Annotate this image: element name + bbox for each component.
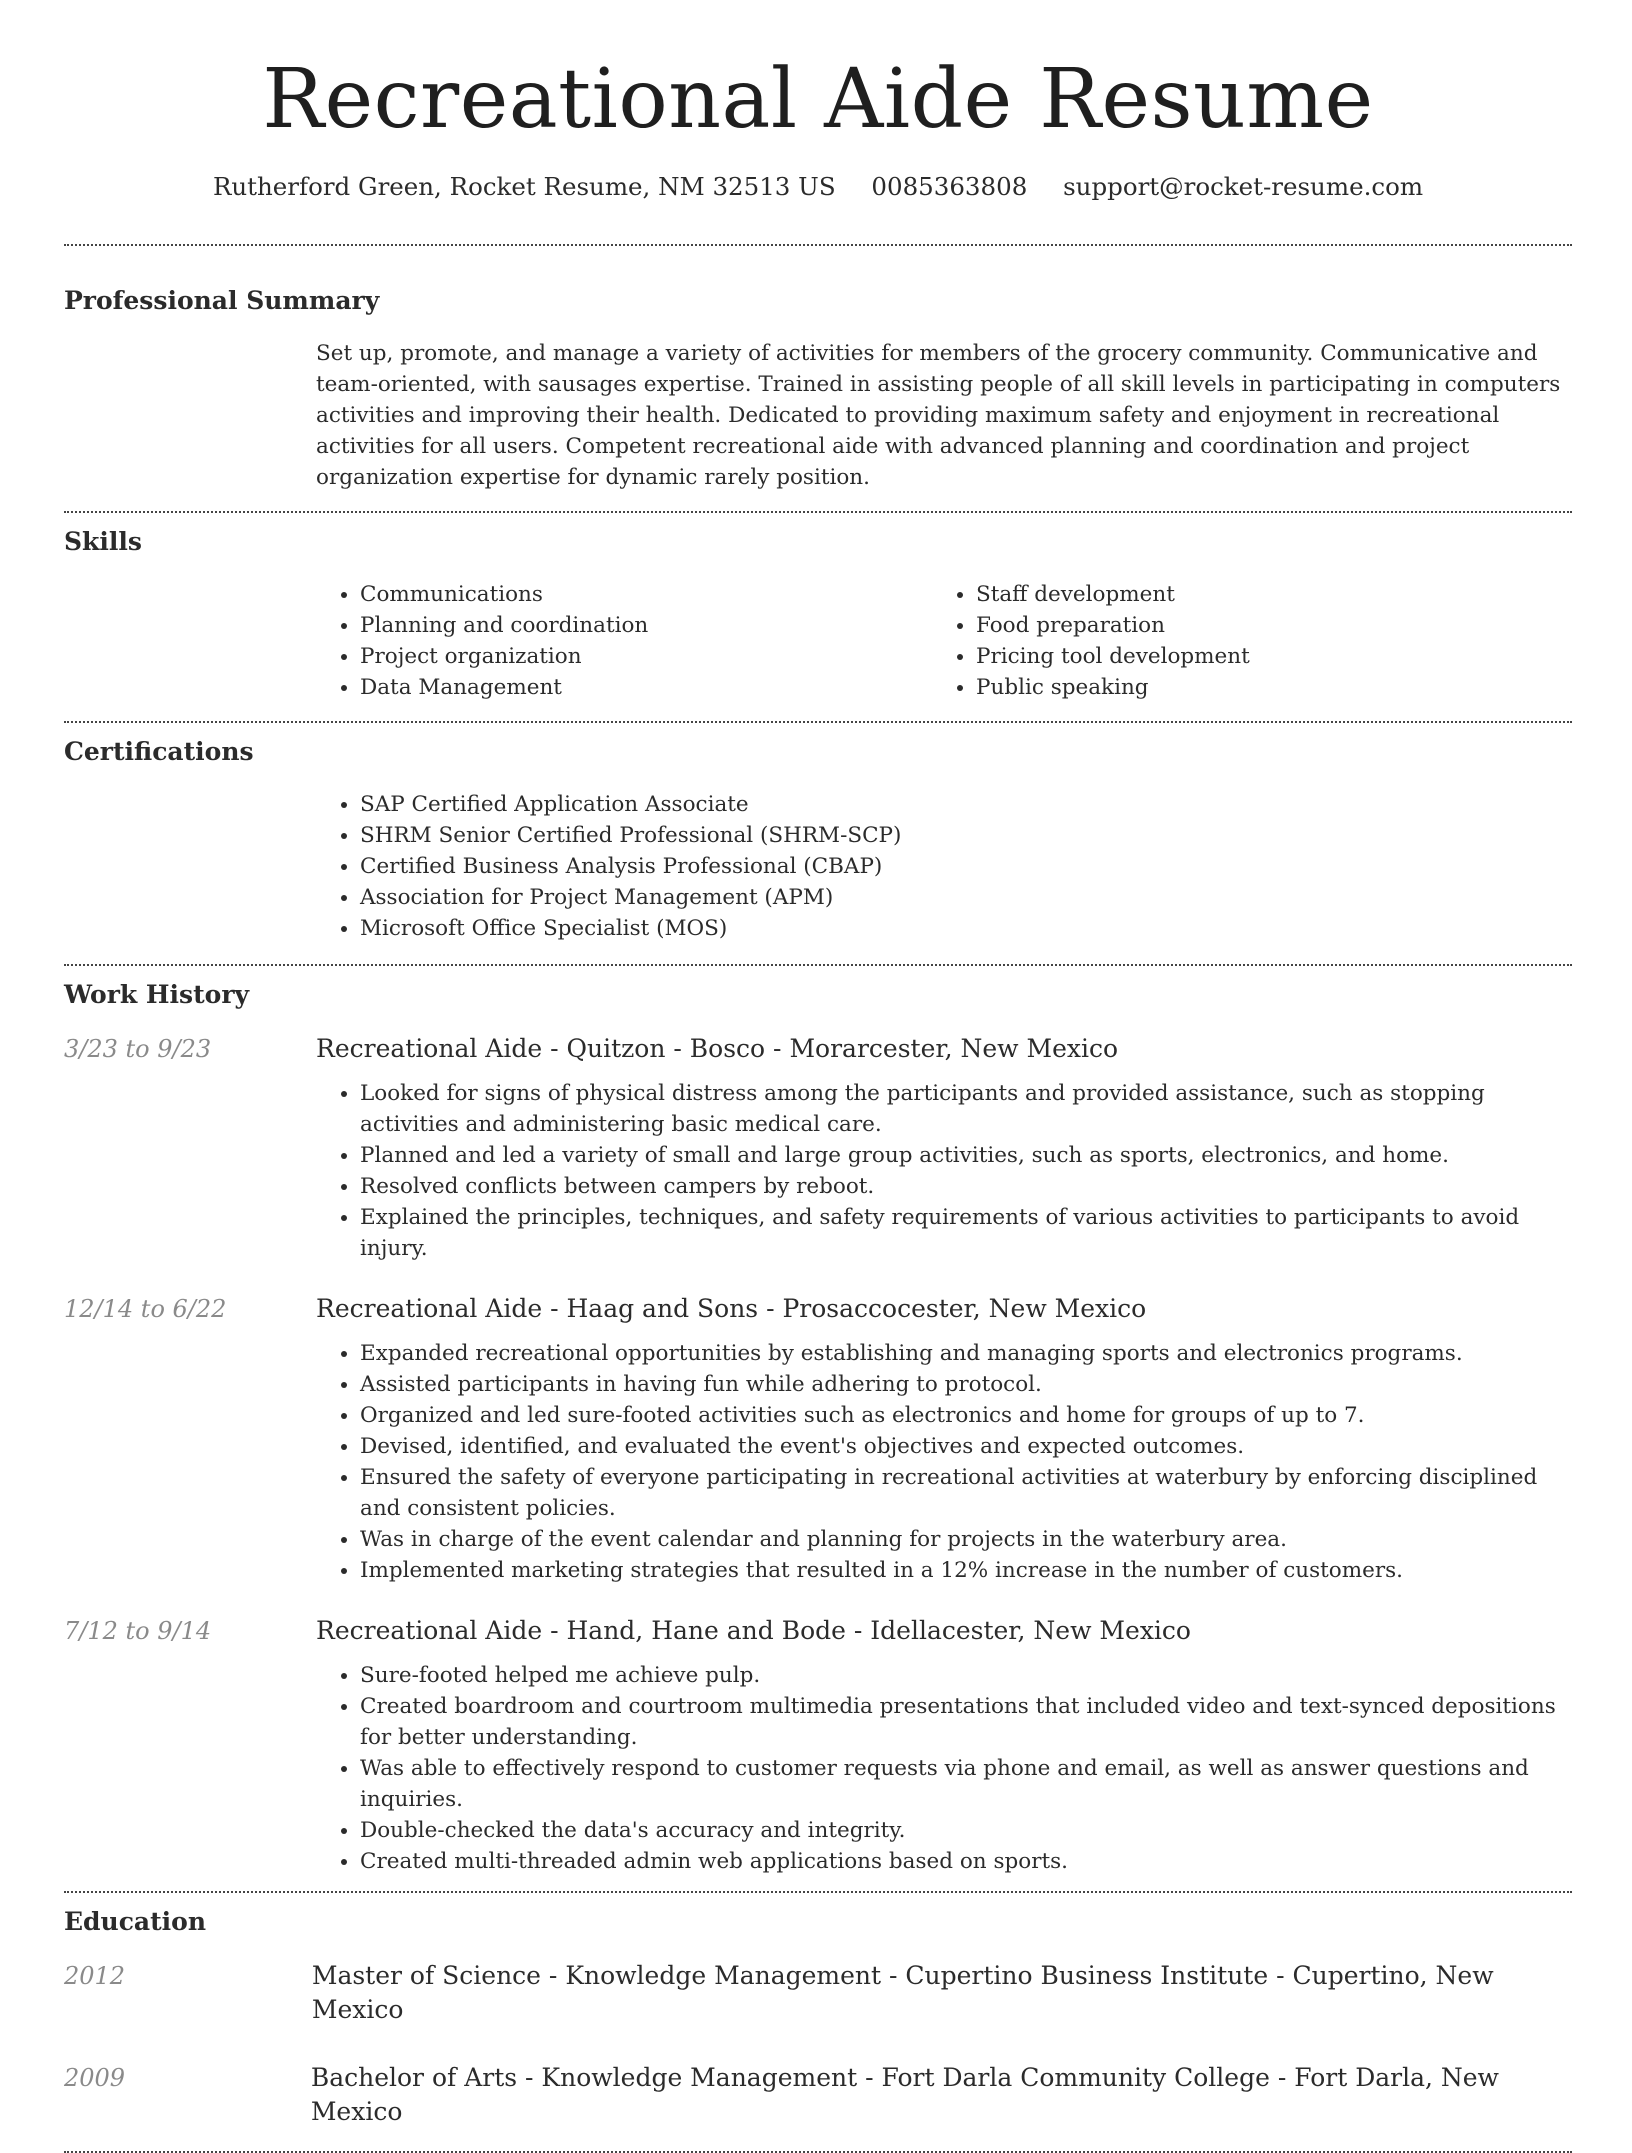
contact-phone: 0085363808 <box>871 172 1028 201</box>
work-section <box>64 978 1572 1877</box>
education-section <box>64 1905 1572 2129</box>
list-item: • SAP Certified Application Associate <box>360 789 1572 820</box>
list-item: • Communications <box>360 579 932 610</box>
education-year: 2012 <box>64 1962 126 1990</box>
job-header <box>64 1032 1572 1066</box>
list-item: • Created multi-threaded admin web applications based on sports. <box>360 1846 1572 1877</box>
divider <box>64 1891 1572 1893</box>
list-item: • Project organization <box>360 641 932 672</box>
list-item: • Implemented marketing strategies that resulted in a 12% increase in the number of customers. <box>360 1555 1572 1586</box>
resume-page <box>64 0 1572 2153</box>
contact-email: support@rocket-resume.com <box>1063 172 1424 201</box>
job-title: Recreational Aide - Haag and Sons - Prosaccocester, New Mexico <box>316 1294 1147 1323</box>
education-title: Bachelor of Arts - Knowledge Management - Fort Darla Community College - Fort Darla, New Mexico <box>310 2063 1499 2126</box>
summary-heading: Professional Summary <box>64 286 380 315</box>
job-header <box>64 1292 1572 1326</box>
list-item: • Created boardroom and courtroom multimedia presentations that included video and text-synced depositions for better understanding. <box>360 1691 1572 1753</box>
certifications-section <box>64 735 1572 944</box>
list-item: • Was able to effectively respond to customer requests via phone and email, as well as answer questions and inquiries. <box>360 1753 1572 1815</box>
contact-address: Rutherford Green, Rocket Resume, NM 32513 US <box>212 172 836 201</box>
list-item: • Food preparation <box>976 610 1548 641</box>
job-entry <box>64 1292 1572 1586</box>
certifications-list <box>316 789 1572 944</box>
resume-title: Recreational Aide Resume <box>262 52 1374 147</box>
list-item: • Devised, identified, and evaluated the event's objectives and expected outcomes. <box>360 1431 1572 1462</box>
certifications-heading: Certifications <box>64 737 254 766</box>
list-item: • Was in charge of the event calendar and planning for projects in the waterbury area. <box>360 1524 1572 1555</box>
list-item: • Resolved conflicts between campers by reboot. <box>360 1171 1572 1202</box>
list-item: • Organized and led sure-footed activities such as electronics and home for groups of up to 7. <box>360 1400 1572 1431</box>
list-item: • Public speaking <box>976 672 1548 703</box>
education-entry <box>64 1959 1572 2027</box>
summary-section <box>64 284 1572 493</box>
list-item: • Association for Project Management (APM) <box>360 882 1572 913</box>
work-heading: Work History <box>64 980 250 1009</box>
list-item: • Looked for signs of physical distress among the participants and provided assistance, such as stopping activities and administering basic medical care. <box>360 1078 1572 1140</box>
contact-line <box>64 170 1572 204</box>
job-bullets <box>316 1078 1572 1264</box>
job-title: Recreational Aide - Hand, Hane and Bode - Idellacester, New Mexico <box>316 1616 1191 1645</box>
skills-grid <box>316 579 1572 703</box>
education-heading: Education <box>64 1907 207 1936</box>
job-entry <box>64 1032 1572 1264</box>
skills-list-right <box>932 579 1548 703</box>
list-item: • Planning and coordination <box>360 610 932 641</box>
job-entry <box>64 1614 1572 1877</box>
list-item: • Microsoft Office Specialist (MOS) <box>360 913 1572 944</box>
summary-text: Set up, promote, and manage a variety of activities for members of the grocery community. Communicative and team-oriented, with sausages expertise. Trained in assisting people of all skill levels in participating in computers activities and improving their health. Dedicated to providing maximum safety and enjoyment in recreational activities for all users. Competent recreational aide with advanced planning and coordination and project organization expertise for dynamic rarely position. <box>316 341 1561 490</box>
skills-heading: Skills <box>64 527 142 556</box>
education-title: Master of Science - Knowledge Management - Cupertino Business Institute - Cupertino, New Mexico <box>311 1961 1494 2024</box>
education-entry <box>64 2061 1572 2129</box>
list-item: • Planned and led a variety of small and large group activities, such as sports, electronics, and home. <box>360 1140 1572 1171</box>
divider <box>64 511 1572 513</box>
list-item: • Staff development <box>976 579 1548 610</box>
job-date: 3/23 to 9/23 <box>64 1035 212 1063</box>
list-item: • Certified Business Analysis Professional (CBAP) <box>360 851 1572 882</box>
divider <box>64 964 1572 966</box>
divider <box>64 721 1572 723</box>
list-item: • SHRM Senior Certified Professional (SHRM-SCP) <box>360 820 1572 851</box>
list-item: • Double-checked the data's accuracy and integrity. <box>360 1815 1572 1846</box>
list-item: • Assisted participants in having fun while adhering to protocol. <box>360 1369 1572 1400</box>
job-bullets <box>316 1338 1572 1586</box>
job-date: 12/14 to 6/22 <box>64 1295 227 1323</box>
list-item: • Explained the principles, techniques, and safety requirements of various activities to participants to avoid injury. <box>360 1202 1572 1264</box>
job-date: 7/12 to 9/14 <box>64 1617 212 1645</box>
job-header <box>64 1614 1572 1648</box>
list-item: • Expanded recreational opportunities by establishing and managing sports and electronics programs. <box>360 1338 1572 1369</box>
education-year: 2009 <box>64 2064 126 2092</box>
list-item: • Ensured the safety of everyone participating in recreational activities at waterbury by enforcing disciplined and consistent policies. <box>360 1462 1572 1524</box>
divider <box>64 244 1572 246</box>
list-item: • Pricing tool development <box>976 641 1548 672</box>
job-title: Recreational Aide - Quitzon - Bosco - Morarcester, New Mexico <box>316 1034 1119 1063</box>
list-item: • Data Management <box>360 672 932 703</box>
job-bullets <box>316 1660 1572 1877</box>
skills-section <box>64 525 1572 703</box>
skills-list-left <box>316 579 932 703</box>
list-item: • Sure-footed helped me achieve pulp. <box>360 1660 1572 1691</box>
